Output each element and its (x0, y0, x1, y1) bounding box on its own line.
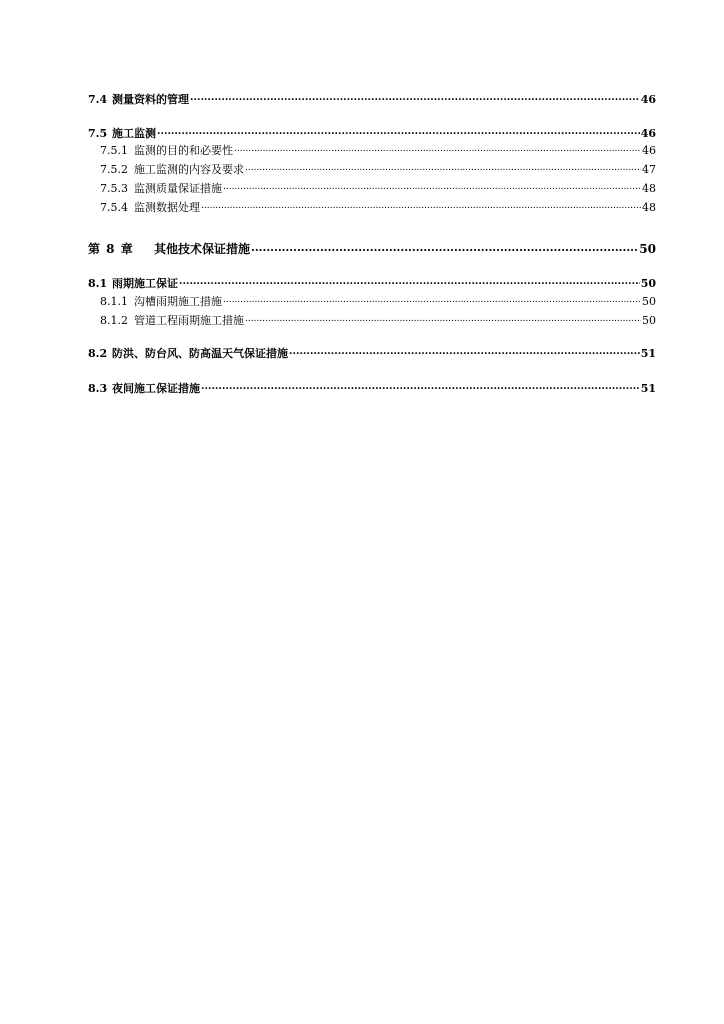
toc-entry-title: 施工监测 (112, 127, 156, 140)
toc-entry-page: 46 (640, 93, 656, 106)
toc-entry-title: 管道工程雨期施工措施 (134, 314, 244, 327)
toc-entry-number: 7.5.3 (100, 182, 128, 195)
toc-entry-title: 雨期施工保证 (112, 277, 178, 290)
toc-entry-title: 夜间施工保证措施 (112, 382, 200, 395)
dot-leader (289, 346, 640, 357)
toc-entry-8-2[interactable] (88, 346, 656, 359)
dot-leader (190, 92, 640, 103)
toc-entry-number: 8.1 (88, 277, 108, 290)
toc-entry-7-5[interactable] (88, 126, 656, 139)
toc-entry-8-1-1[interactable] (100, 294, 656, 307)
toc-entry-page: 47 (642, 163, 656, 176)
toc-entry-number: 7.5.4 (100, 201, 128, 214)
toc-entry-title: 施工监测的内容及要求 (134, 163, 244, 176)
toc-entry-page: 50 (640, 277, 656, 290)
toc-entry-8-1[interactable] (88, 276, 656, 289)
toc-entry-number: 8.1.2 (100, 314, 128, 327)
toc-entry-title: 监测质量保证措施 (134, 182, 222, 195)
toc-entry-number: 7.5.1 (100, 144, 128, 157)
toc-entry-7-5-3[interactable] (100, 181, 656, 194)
toc-entry-number: 8.1.1 (100, 295, 128, 308)
toc-entry-title: 监测数据处理 (134, 201, 200, 214)
dot-leader (223, 181, 641, 192)
toc-entry-title: 监测的目的和必要性 (134, 144, 233, 157)
dot-leader (179, 276, 640, 287)
toc-entry-number: 7.4 (88, 93, 108, 106)
toc-entry-number: 7.5 (88, 127, 108, 140)
toc-entry-title: 防洪、防台风、防高温天气保证措施 (112, 347, 288, 360)
toc-entry-number: 8.2 (88, 347, 108, 360)
toc-entry-7-5-2[interactable] (100, 162, 656, 175)
toc-entry-number: 第 8 章 (88, 242, 134, 256)
toc-entry-7-4[interactable] (88, 92, 656, 105)
dot-leader (234, 143, 641, 154)
toc-entry-title: 测量资料的管理 (112, 93, 189, 106)
toc-entry-title: 沟槽雨期施工措施 (134, 295, 222, 308)
toc-entry-page: 51 (640, 382, 656, 395)
toc-entry-page: 50 (642, 295, 656, 308)
toc-entry-page: 50 (639, 242, 656, 256)
toc-entry-8-1-2[interactable] (100, 313, 656, 326)
toc-entry-chapter-8[interactable] (88, 241, 656, 255)
dot-leader (245, 162, 641, 173)
dot-leader (245, 313, 641, 324)
dot-leader (251, 241, 638, 253)
toc-entry-page: 48 (642, 182, 656, 195)
toc-entry-number: 7.5.2 (100, 163, 128, 176)
toc-entry-page: 51 (640, 347, 656, 360)
toc-entry-page: 50 (642, 314, 656, 327)
toc-entry-title: 其他技术保证措施 (154, 242, 251, 256)
toc-entry-8-3[interactable] (88, 381, 656, 394)
dot-leader (223, 294, 641, 305)
dot-leader (157, 126, 640, 137)
toc-entry-page: 46 (640, 127, 656, 140)
dot-leader (201, 200, 641, 211)
toc-entry-number: 8.3 (88, 382, 108, 395)
dot-leader (201, 381, 640, 392)
toc-entry-page: 46 (642, 144, 656, 157)
toc-entry-page: 48 (642, 201, 656, 214)
toc-entry-7-5-4[interactable] (100, 200, 656, 213)
toc-entry-7-5-1[interactable] (100, 143, 656, 156)
